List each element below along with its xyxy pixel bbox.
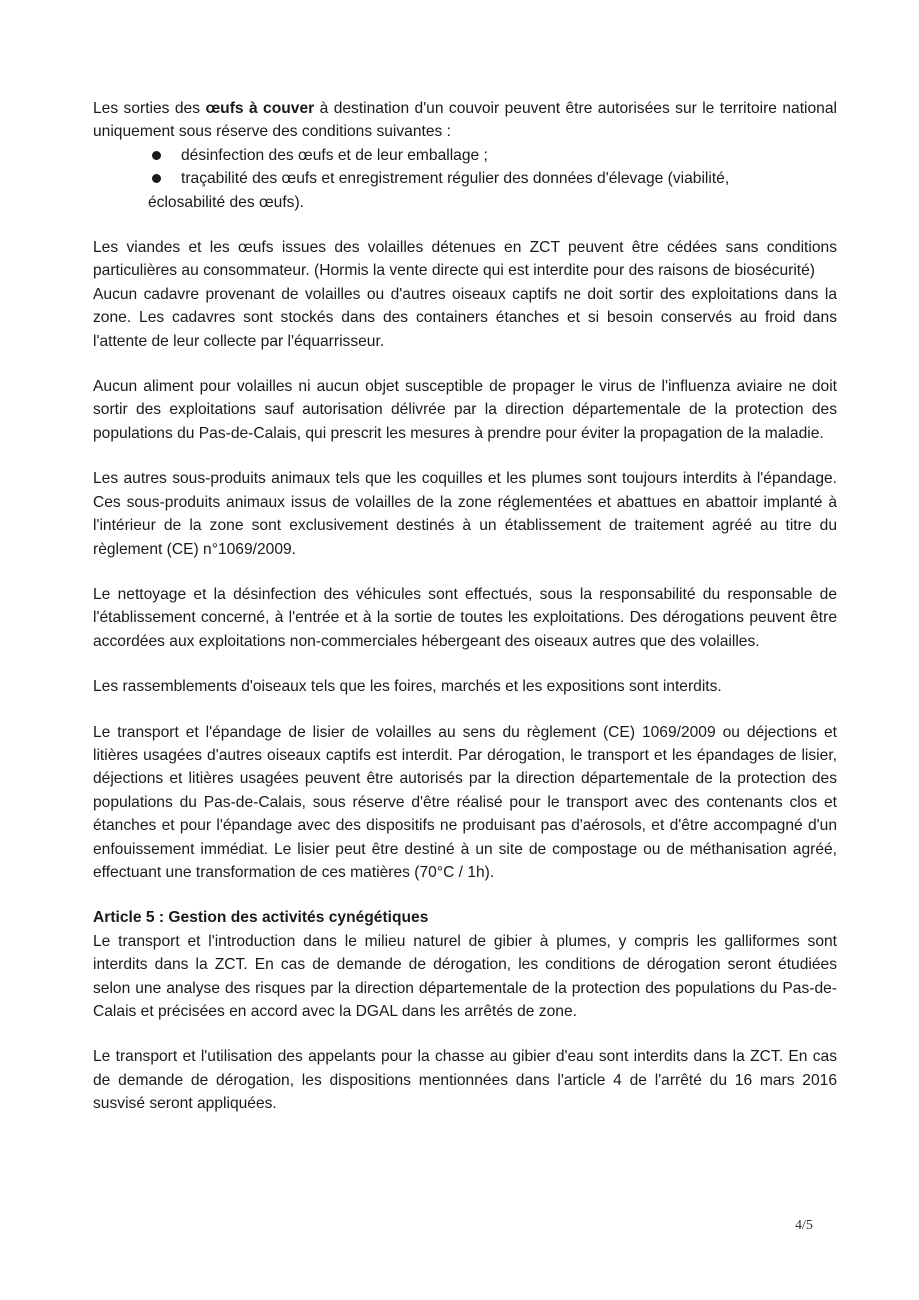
list-item: désinfection des œufs et de leur emballage ; bbox=[148, 144, 837, 167]
paragraph-nettoyage: Le nettoyage et la désinfection des véhicules sont effectués, sous la responsabilité du responsable de l'établissement concerné, à l'entrée et à la sortie de toutes les exploitations. Des dérogations peuvent être accordées aux exploitations non-commerciales hébergeant des oiseaux autres que des volailles. bbox=[93, 585, 837, 650]
article-5-paragraph-2: Le transport et l'utilisation des appelants pour la chasse au gibier d'eau sont interdits dans la ZCT. En cas de demande de dérogation, les dispositions mentionnées dans l'article 4 de l'arrêté du 16 mars 2016 susvisé seront appliquées. bbox=[93, 1048, 837, 1113]
article-5-paragraph-1: Le transport et l'introduction dans le milieu naturel de gibier à plumes, y compris les galliformes sont interdits dans la ZCT. En cas de demande de dérogation, les conditions de dérogation seront étudiées selon une analyse des risques par la direction départementale de la protection des populations du Pas-de-Calais et précisées en accord avec la DGAL dans les arrêtés de zone. bbox=[93, 932, 837, 1020]
conditions-list bbox=[93, 144, 837, 214]
list-item: traçabilité des œufs et enregistrement régulier des données d'élevage (viabilité, éclosabilité des œufs). bbox=[148, 167, 837, 214]
bullet-icon bbox=[152, 174, 161, 183]
document-body bbox=[93, 97, 837, 1138]
article-5-heading: Article 5 : Gestion des activités cynégétiques bbox=[93, 909, 429, 927]
intro-bold-term: œufs à couver bbox=[205, 100, 315, 117]
paragraph-cadavres: Aucun cadavre provenant de volailles ou d'autres oiseaux captifs ne doit sortir des exploitations dans la zone. Les cadavres sont stockés dans des containers étanches et si besoin conservés au froid dans l'attente de leur collecte par l'équarrisseur. bbox=[93, 285, 837, 350]
intro-text-after: à destination d'un couvoir peuvent être autorisées sur le territoire national uniquement sous réserve des conditions suivantes : bbox=[93, 100, 837, 141]
paragraph-lisier: Le transport et l'épandage de lisier de volailles au sens du règlement (CE) 1069/2009 ou déjections et litières usagées d'autres oiseaux captifs est interdit. Par dérogation, le transport et les épandages de lisier, déjections et litières usagées peuvent être autorisés par la direction départementale de la protection des populations du Pas-de-Calais, sous réserve d'être réalisé pour le transport avec des contenants clos et étanches et pour l'épandage avec des dispositifs ne produisant pas d'aérosols, et d'être accompagné d'un enfouissement immédiat. Le lisier peut être destiné à un site de compostage ou de méthanisation agréé, effectuant une transformation de ces matières (70°C / 1h). bbox=[93, 723, 837, 881]
paragraph-sous-produits: Les autres sous-produits animaux tels que les coquilles et les plumes sont toujours interdits à l'épandage. Ces sous-produits animaux issus de volailles de la zone réglementées et abattues en abattoir implanté à l'intérieur de la zone sont exclusivement destinés à un établissement de traitement agréé au titre du règlement (CE) n°1069/2009. bbox=[93, 470, 837, 558]
bullet-icon bbox=[152, 151, 161, 160]
paragraph-viandes: Les viandes et les œufs issues des volailles détenues en ZCT peuvent être cédées sans conditions particulières au consommateur. (Hormis la vente directe qui est interdite pour des raisons de biosécurité) bbox=[93, 239, 837, 280]
list-item-continuation: éclosabilité des œufs). bbox=[148, 193, 304, 211]
page-number: 4/5 bbox=[795, 1218, 813, 1233]
intro-text-before: Les sorties des bbox=[93, 100, 206, 117]
paragraph-rassemblements: Les rassemblements d'oiseaux tels que les foires, marchés et les expositions sont interdits. bbox=[93, 678, 722, 696]
intro-paragraph bbox=[93, 97, 837, 144]
paragraph-aliments: Aucun aliment pour volailles ni aucun objet susceptible de propager le virus de l'influenza aviaire ne doit sortir des exploitations sauf autorisation délivrée par la direction départementale de la protection des populations du Pas-de-Calais, qui prescrit les mesures à prendre pour éviter la propagation de la maladie. bbox=[93, 378, 837, 442]
